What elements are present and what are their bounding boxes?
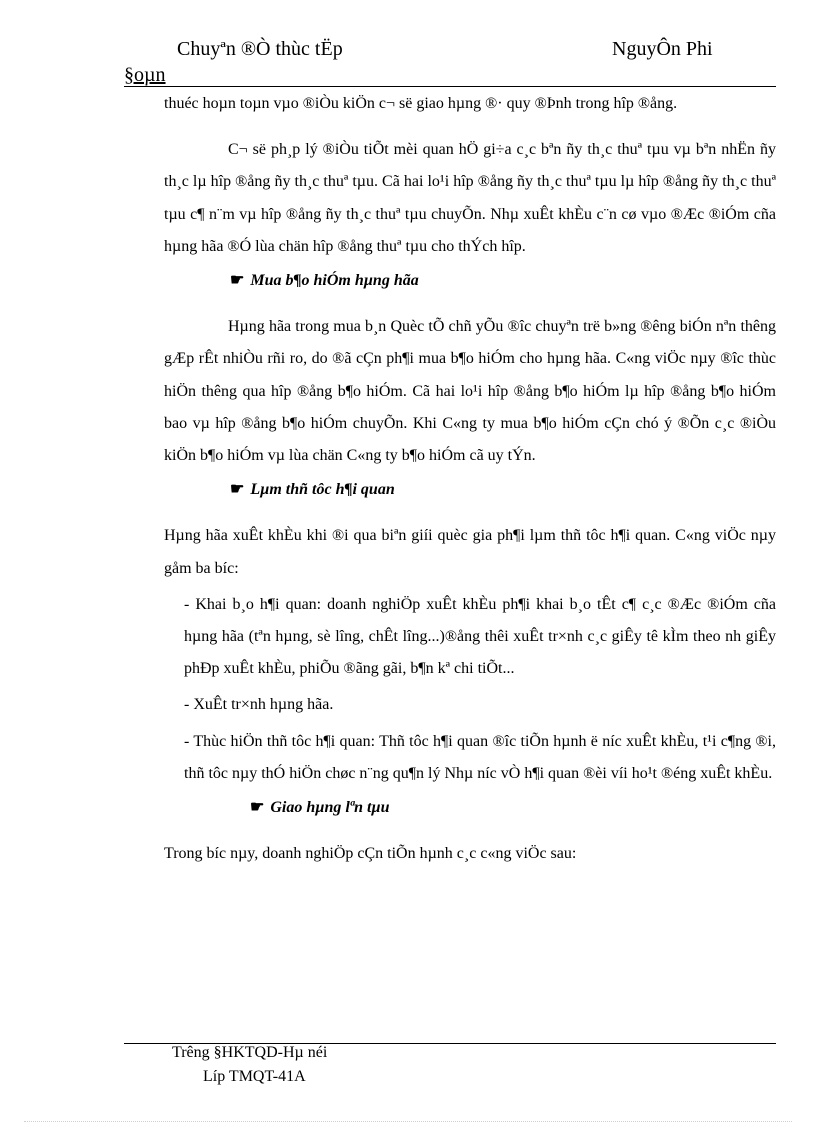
body-text xyxy=(164,88,776,870)
footer-school: Trêng §HKTQD-Hµ néi xyxy=(172,1044,328,1061)
paragraph: Hµng hãa xuÊt khÈu khi ®i qua biªn giíi quèc gia ph¶i lµm thñ tôc h¶i quan. C«ng viÖc nµy gåm ba bíc: xyxy=(164,527,776,577)
paragraph: Hµng hãa trong mua b¸n Quèc tÕ chñ yÕu ®îc chuyªn trë b»ng ®êng biÓn nªn thêng gÆp rÊt nhiÒu rñi ro, do ®ã cÇn ph¶i mua b¶o hiÓm cho hµng hãa. C«ng viÖc nµy ®îc thùc hiÖn thêng qua hîp ®ång b¶o hiÓm. Cã hai lo¹i hîp ®ång b¶o hiÓm lµ hîp ®ång b¶o hiÓm bao vµ hîp ®ång b¶o hiÓm chuyÕn. Khi C«ng ty mua b¶o hiÓm cÇn chó ý ®Õn c¸c ®iÒu kiÖn b¶o hiÓm vµ lùa chän C«ng ty b¶o hiÓm cã uy tÝn. xyxy=(164,318,776,465)
paragraph: Trong bíc nµy, doanh nghiÖp cÇn tiÕn hµnh c¸c c«ng viÖc sau: xyxy=(164,845,577,863)
section-heading xyxy=(164,474,776,506)
pointing-hand-icon: ☛ xyxy=(250,799,265,817)
section-heading-text: Mua b¶o hiÓm hµng hãa xyxy=(250,272,419,290)
header-author: NguyÔn Phi xyxy=(612,38,713,60)
section-heading xyxy=(164,265,776,297)
section-heading-text: Lµm thñ tôc h¶i quan xyxy=(250,481,395,499)
section-heading-text: Giao hµng lªn tµu xyxy=(270,799,390,817)
footer-class: Líp TMQT-41A xyxy=(203,1068,306,1085)
page-edge xyxy=(24,1121,792,1122)
header-rule xyxy=(124,86,776,87)
step-list xyxy=(164,589,776,790)
pointing-hand-icon: ☛ xyxy=(230,481,245,499)
list-item: - XuÊt tr×nh hµng hãa. xyxy=(184,696,334,714)
header-title: Chuyªn ®Ò thùc tËp xyxy=(177,38,343,60)
header-author-continued: §oµn xyxy=(124,64,166,86)
pointing-hand-icon: ☛ xyxy=(230,272,245,290)
section-heading xyxy=(164,792,776,824)
list-item: - Khai b¸o h¶i quan: doanh nghiÖp xuÊt khÈu ph¶i khai b¸o tÊt c¶ c¸c ®Æc ®iÓm cña hµng hãa (tªn hµng, sè lîng, chÊt lîng...)®ång thêi xuÊt tr×nh c¸c giÊy tê kÌm theo nh giÊy phÐp xuÊt khÈu, phiÕu ®ãng gãi, b¶n kª chi tiÕt... xyxy=(184,595,776,678)
list-item: - Thùc hiÖn thñ tôc h¶i quan: Thñ tôc h¶i quan ®îc tiÕn hµnh ë níc xuÊt khÈu, t¹i c¶ng ®i, thñ tôc nµy thÓ hiÖn chøc n¨ng qu¶n lý Nhµ níc vÒ h¶i quan ®èi víi ho¹t ®éng xuÊt khÈu. xyxy=(184,732,776,782)
paragraph: thuéc hoµn toµn vµo ®iÒu kiÖn c¬ së giao hµng ®· quy ®Þnh trong hîp ®ång. xyxy=(164,95,678,112)
paragraph: C¬ së ph¸p lý ®iÒu tiÕt mèi quan hÖ gi÷a c¸c bªn ñy th¸c thuª tµu vµ bªn nhËn ñy th¸c lµ hîp ®ång ñy th¸c thuª tµu. Cã hai lo¹i hîp ®ång ñy th¸c thuª tµu lµ hîp ®ång ñy th¸c thuª tµu c¶ n¨m vµ hîp ®ång ñy th¸c thuª tµu chuyÕn. Nhµ xuÊt khÈu c¨n cø vµo ®Æc ®iÓm cña hµng hãa ®Ó lùa chän hîp ®ång thuª tµu cho thÝch hîp. xyxy=(164,141,776,255)
